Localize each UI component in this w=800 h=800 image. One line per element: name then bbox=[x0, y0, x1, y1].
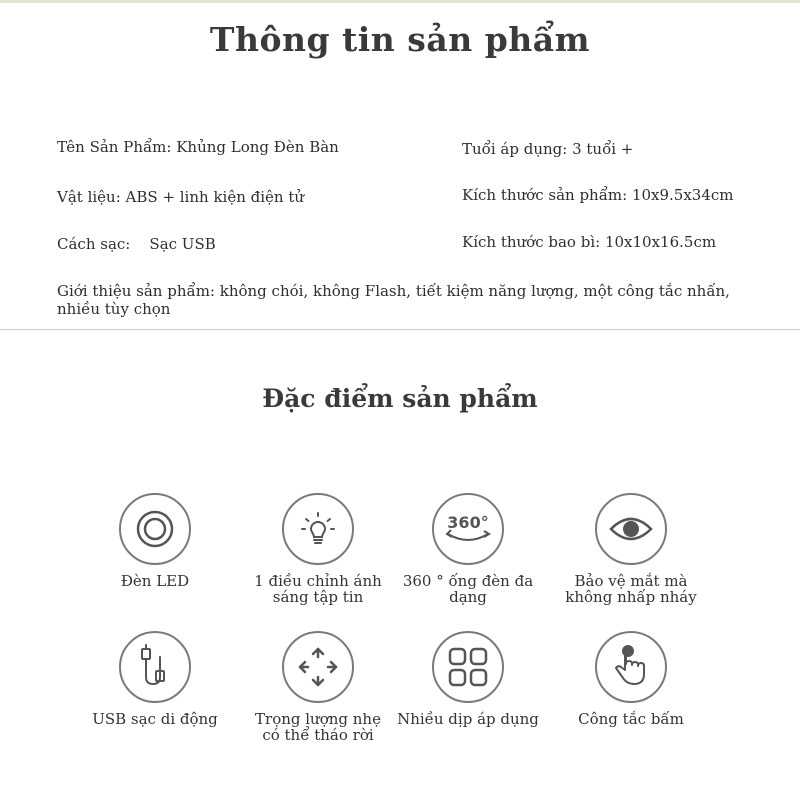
light-bulb-icon bbox=[296, 507, 340, 551]
led-ring-icon bbox=[133, 507, 177, 551]
feature-icon-circle bbox=[119, 493, 191, 565]
section-divider bbox=[0, 329, 800, 330]
eye-icon bbox=[607, 507, 655, 551]
spec-package: Kích thước bao bì: 10x10x16.5cm bbox=[462, 233, 717, 251]
move-arrows-icon bbox=[294, 643, 342, 691]
rotate-360-icon bbox=[440, 504, 496, 554]
top-border bbox=[0, 0, 800, 3]
page-title: Thông tin sản phẩm bbox=[209, 20, 591, 59]
grid-icon bbox=[446, 645, 490, 689]
feature-label: Nhiều dịp áp dụng bbox=[397, 710, 539, 728]
spec-charging: Cách sạc: Sạc USB bbox=[57, 235, 216, 253]
feature-eye-protect bbox=[556, 493, 706, 605]
spec-intro: Giới thiệu sản phẩm: không chói, không Flash, tiết kiệm năng lượng, một công tắc nhấn, nhiều tùy chọn bbox=[57, 282, 730, 318]
feature-icon-circle bbox=[432, 631, 504, 703]
feature-label: Bảo vệ mắt mà không nhấp nháy bbox=[565, 572, 697, 606]
feature-light-adjust bbox=[243, 493, 393, 605]
feature-lightweight bbox=[243, 631, 393, 743]
feature-usb bbox=[80, 631, 230, 727]
feature-icon-circle bbox=[595, 631, 667, 703]
feature-icon-circle bbox=[282, 631, 354, 703]
spec-material: Vật liệu: ABS + linh kiện điện tử bbox=[57, 188, 305, 206]
feature-led bbox=[80, 493, 230, 589]
feature-label: 360 ° ống đèn đa dạng bbox=[402, 572, 534, 606]
features-title: Đặc điểm sản phẩm bbox=[262, 384, 538, 413]
feature-icon-circle bbox=[432, 493, 504, 565]
feature-label: USB sạc di động bbox=[92, 710, 218, 728]
spec-size: Kích thước sản phẩm: 10x9.5x34cm bbox=[462, 186, 734, 204]
feature-icon-circle bbox=[595, 493, 667, 565]
feature-occasions bbox=[393, 631, 543, 727]
feature-icon-circle bbox=[282, 493, 354, 565]
usb-cable-icon bbox=[133, 643, 177, 691]
spec-product-name: Tên Sản Phẩm: Khủng Long Đèn Bàn bbox=[57, 138, 339, 156]
feature-icon-circle bbox=[119, 631, 191, 703]
rotate-360-text: 360° bbox=[447, 513, 489, 532]
feature-label: 1 điều chỉnh ánh sáng tập tin bbox=[254, 572, 382, 606]
feature-label: Trọng lượng nhẹ có thể tháo rời bbox=[255, 710, 381, 744]
feature-label: Công tắc bấm bbox=[578, 710, 684, 728]
feature-push-switch bbox=[556, 631, 706, 727]
feature-360 bbox=[393, 493, 543, 605]
feature-label: Đèn LED bbox=[120, 572, 190, 590]
hand-press-icon bbox=[609, 642, 653, 692]
spec-age: Tuổi áp dụng: 3 tuổi + bbox=[462, 140, 634, 158]
